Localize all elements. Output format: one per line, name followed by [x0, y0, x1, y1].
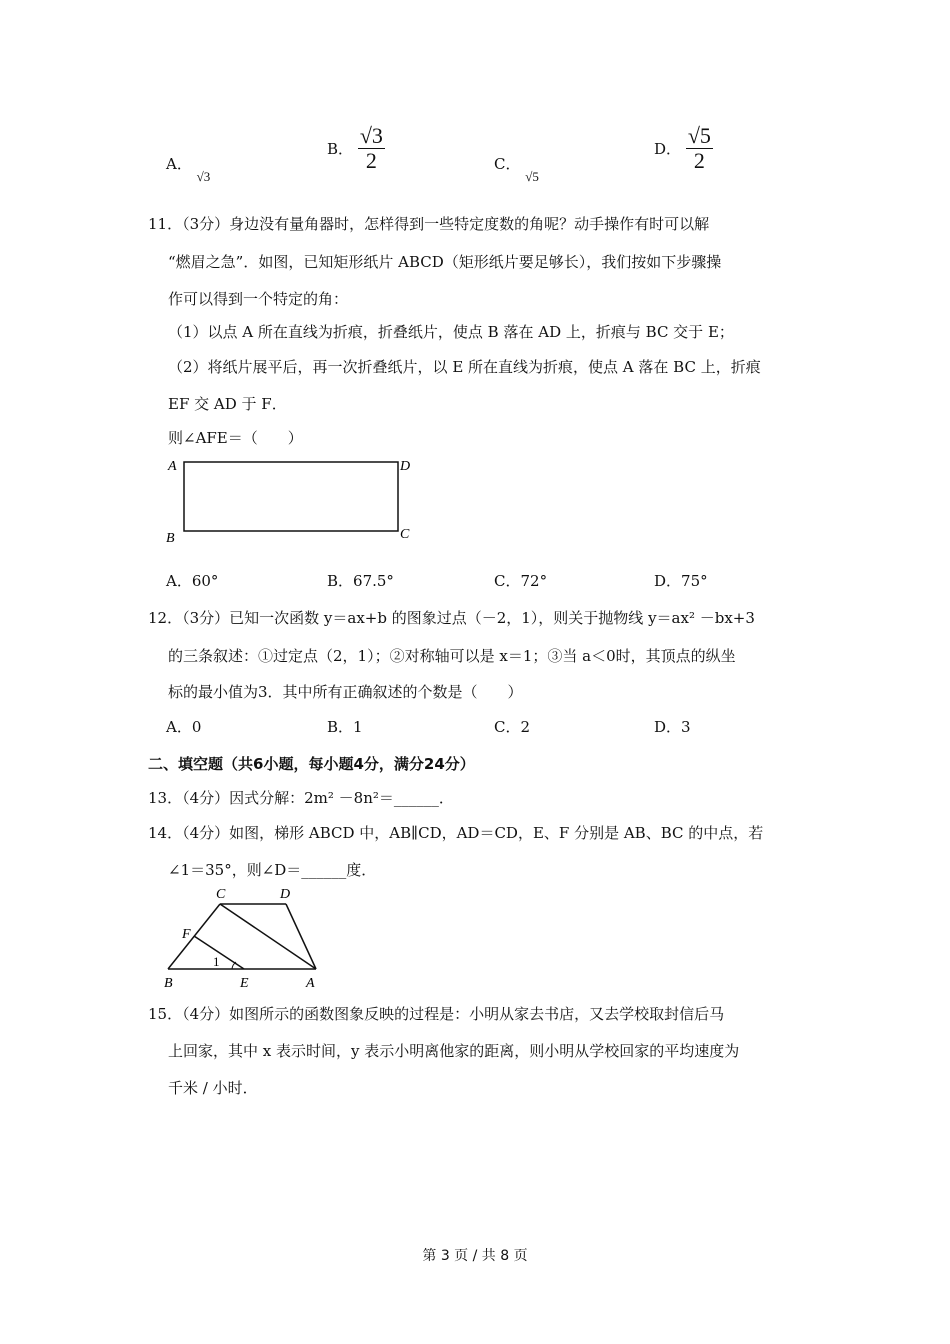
q14-line-1: 14．（4分）如图，梯形 ABCD 中，AB∥CD，AD＝CD，E、F 分别是 AB、BC 的中点，若: [148, 824, 764, 842]
q15-line-2: 上回家，其中 x 表示时间，y 表示小明离他家的距离，则小明从学校回家的平均速度为: [168, 1042, 740, 1060]
q11-line-3: 作可以得到一个特定的角：: [168, 290, 349, 308]
q11-option-d: D．75°: [654, 572, 708, 590]
q12-line-3: 标的最小值为3．其中所有正确叙述的个数是（ ）: [168, 683, 523, 701]
label-b: B: [166, 531, 175, 546]
q11-line-2: “燃眉之急”．如图，已知矩形纸片 ABCD（矩形纸片要足够长），我们按如下步骤操: [168, 253, 722, 271]
label-b: B: [164, 976, 173, 991]
q11-rectangle-figure: [160, 452, 420, 548]
q12-option-a: A．0: [166, 718, 202, 736]
q11-line-6: EF 交 AD 于 F．: [168, 395, 287, 413]
q11-line-5: （2）将纸片展平后，再一次折叠纸片，以 E 所在直线为折痕，使点 A 落在 BC 上，折痕: [168, 358, 761, 376]
q10-option-d: [654, 124, 713, 173]
q12-option-c: C．2: [494, 718, 531, 736]
label-c: C: [216, 887, 226, 902]
label-a: A: [168, 459, 177, 474]
q14-line-2: ∠1＝35°，则∠D＝______度．: [168, 861, 377, 879]
q12-option-d: D．3: [654, 718, 691, 736]
q11-option-a: A．60°: [166, 572, 219, 590]
q12-line-1: 12．（3分）已知一次函数 y＝ax+b 的图象过点（－2，1），则关于抛物线 y＝ax² －bx+3: [148, 609, 755, 627]
q15-line-3: 千米 / 小时．: [168, 1079, 258, 1097]
q12-line-2: 的三条叙述：①过定点（2，1）；②对称轴可以是 x＝1；③当 a＜0时，其顶点的纵坐: [168, 647, 736, 665]
label-f: F: [182, 927, 191, 942]
q10-option-b-fraction: [358, 124, 385, 173]
label-c: C: [400, 527, 410, 542]
q14-trapezoid-figure: [158, 884, 333, 992]
q11-line-1: 11．（3分）身边没有量角器时，怎样得到一些特定度数的角呢？动手操作有时可以解: [148, 215, 710, 233]
label-d: D: [280, 887, 291, 902]
q10-option-b-numerator: √3: [359, 123, 383, 148]
q10-option-a: [166, 153, 211, 184]
label-a: A: [306, 976, 315, 991]
q11-line-7: 则∠AFE＝（ ）: [168, 429, 303, 447]
q13-line-1: 13．（4分）因式分解：2m² －8n²＝______．: [148, 789, 454, 807]
q10-option-c-label: C．: [494, 155, 521, 173]
label-angle-1: 1: [213, 954, 220, 969]
q11-line-4: （1）以点 A 所在直线为折痕，折叠纸片，使点 B 落在 AD 上，折痕与 BC 交于 E；: [168, 323, 734, 341]
q10-option-b: [327, 124, 385, 173]
label-d: D: [400, 459, 411, 474]
q10-option-a-value: √3: [196, 169, 211, 184]
q10-option-d-denominator: 2: [693, 148, 705, 173]
label-e: E: [240, 976, 249, 991]
q10-option-c-value: √5: [525, 169, 539, 184]
q10-option-c: [494, 153, 539, 184]
q11-option-b: B．67.5°: [327, 572, 394, 590]
q12-option-b: B．1: [327, 718, 363, 736]
page-number-footer: 第 3 页 / 共 8 页: [422, 1248, 528, 1264]
q10-option-b-denominator: 2: [365, 148, 377, 173]
section-heading-fill-in: 二、填空题（共6小题，每小题4分，满分24分）: [148, 755, 475, 773]
q10-option-a-label: A．: [166, 155, 192, 173]
rectangle-abcd: [184, 462, 398, 531]
q10-option-b-label: B．: [327, 140, 354, 158]
q11-option-c: C．72°: [494, 572, 548, 590]
q15-line-1: 15．（4分）如图所示的函数图象反映的过程是：小明从家去书店，又去学校取封信后马: [148, 1005, 725, 1023]
q10-option-d-label: D．: [654, 140, 682, 158]
q10-option-d-numerator: √5: [687, 123, 711, 148]
q10-option-d-fraction: [686, 124, 713, 173]
